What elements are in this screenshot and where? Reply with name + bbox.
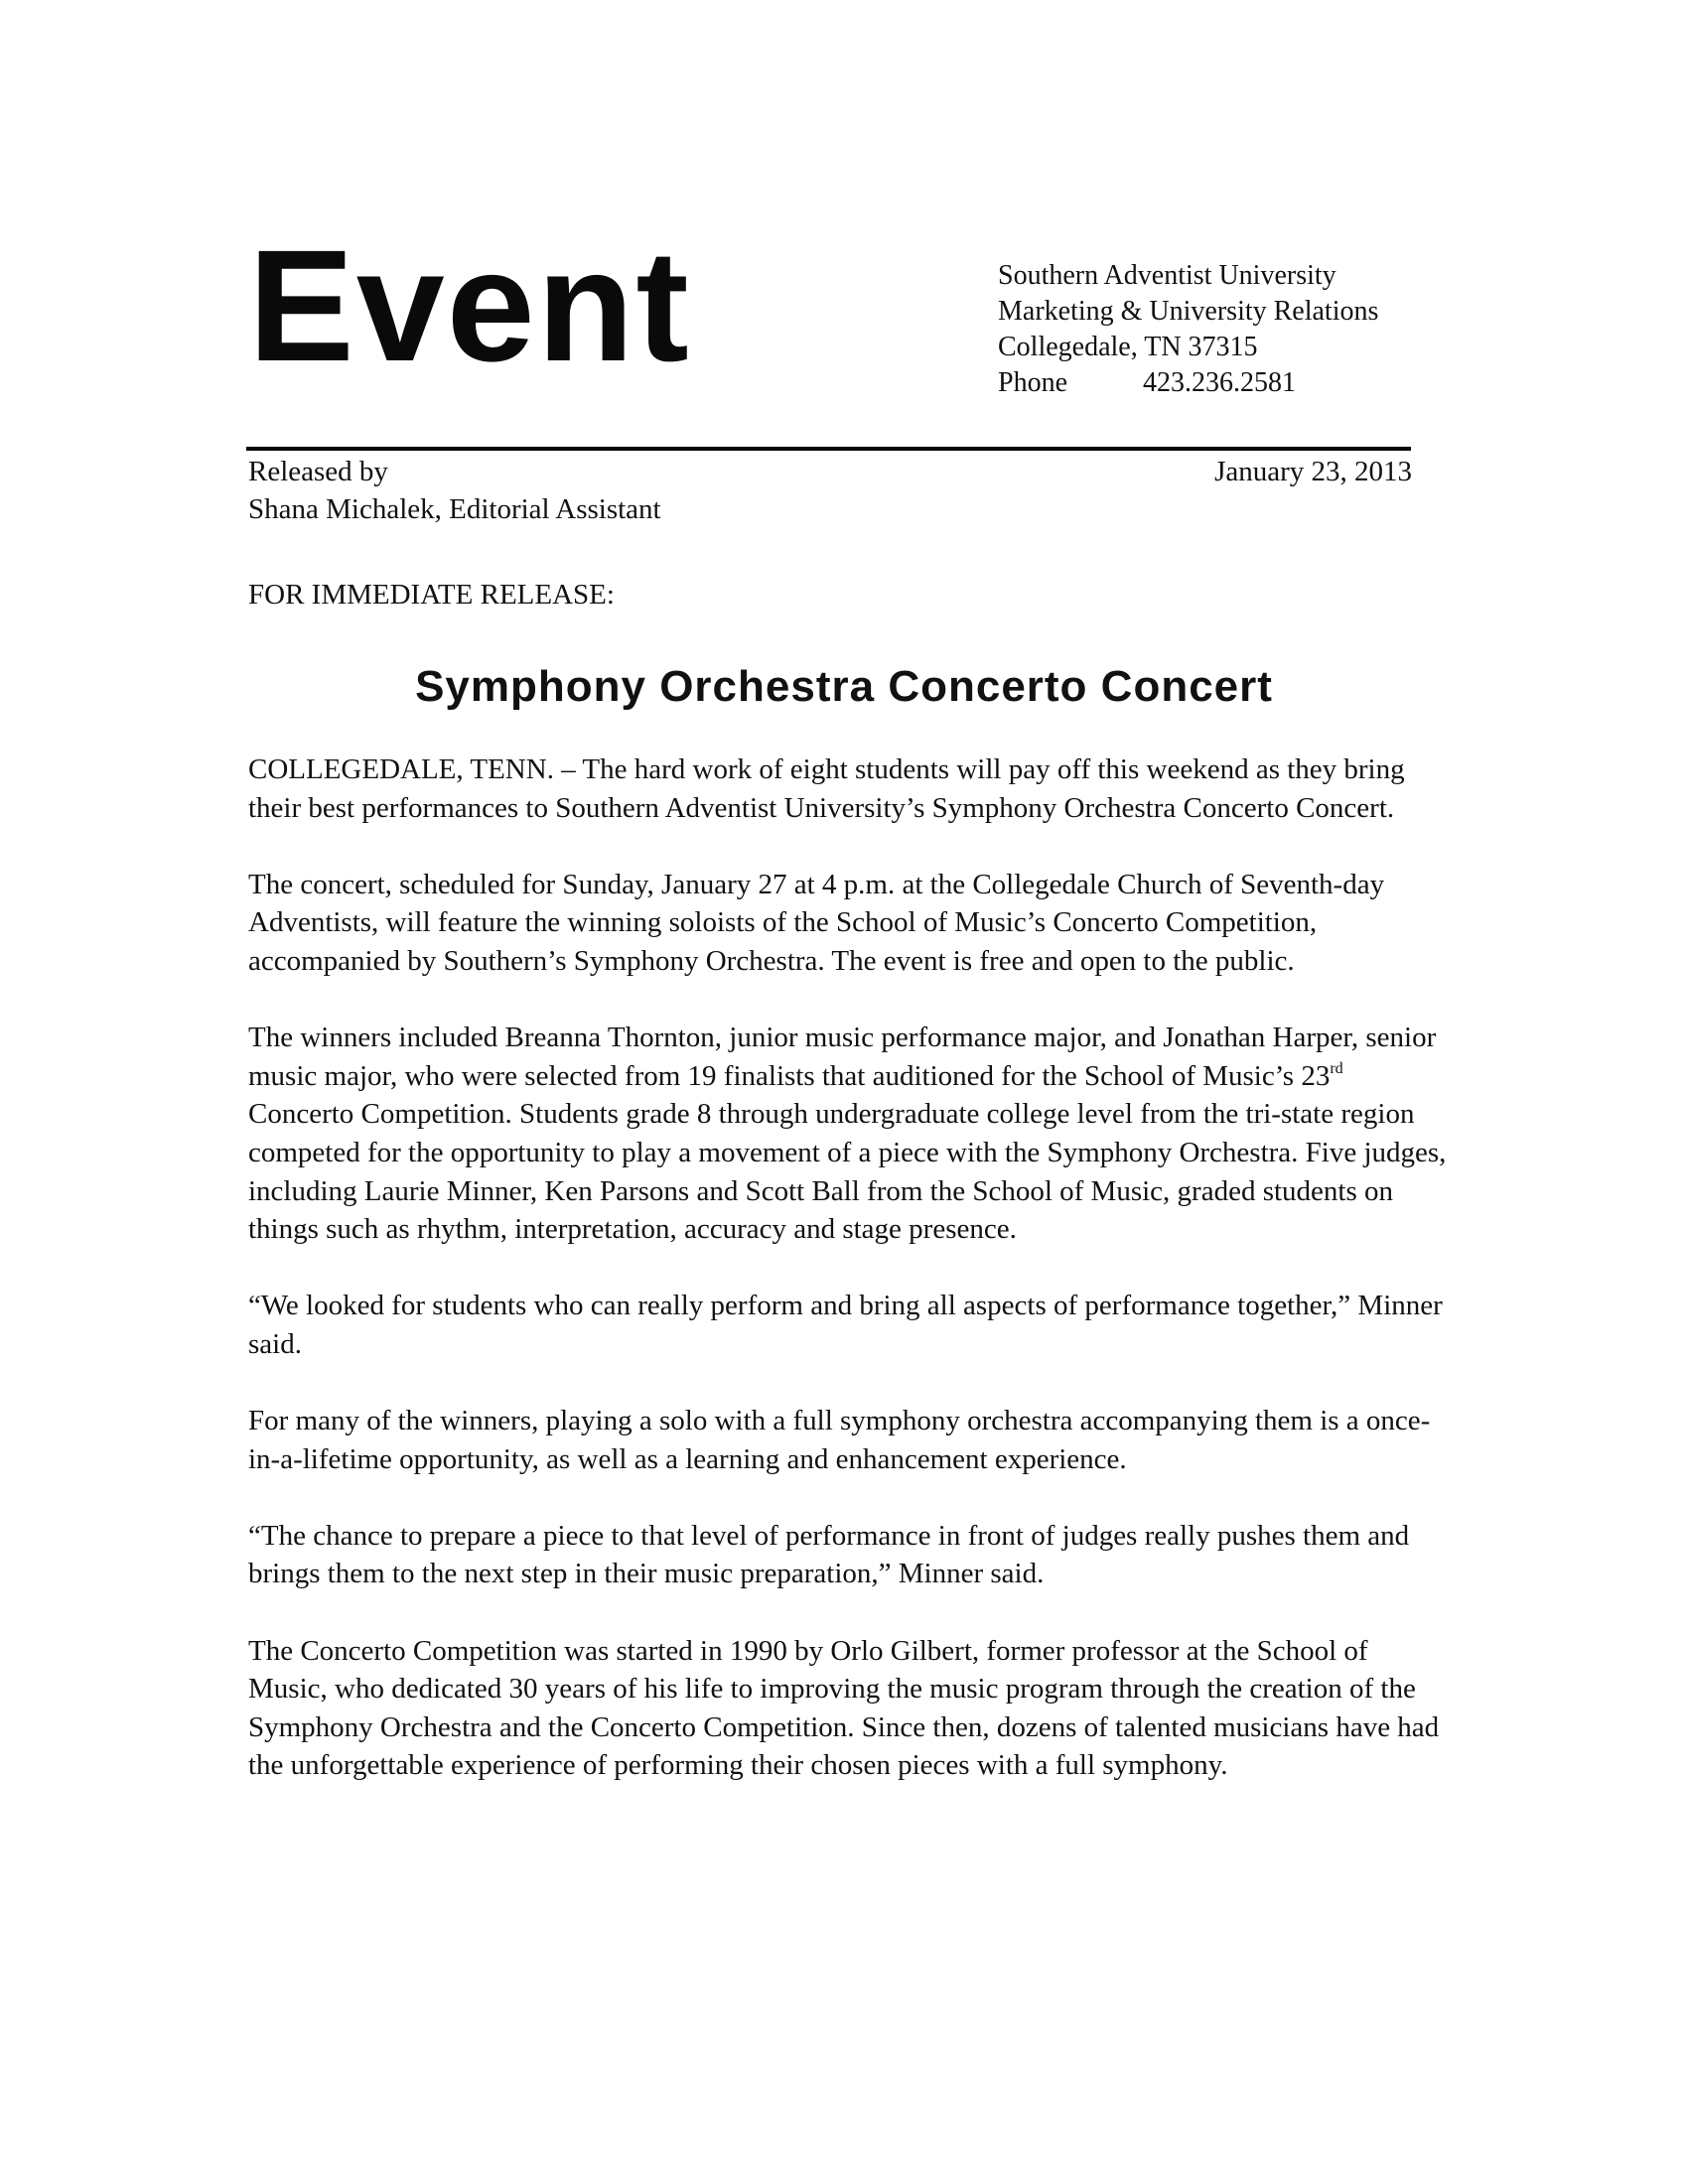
winners-text-end: Concerto Competition. Students grade 8 through undergraduate college level from the tri-state region competed for the opportunity to play a movement of a piece with the Symphony Orchestra. Five judges, including Laurie Minner, Ken Parsons and Scott Ball from the School of Music, graded students on things such as rhythm, interpretation, accuracy and stage presence. — [248, 1098, 1447, 1246]
winners-text-start: The winners included Breanna Thornton, junior music performance major, and Jonathan Harper, senior music major, who were selected from 19 finalists that auditioned for the School of Music’s 23 — [248, 1022, 1437, 1092]
phone-label: Phone — [998, 367, 1067, 398]
release-date: January 23, 2013 — [1214, 456, 1412, 487]
paragraph-history: The Concerto Competition was started in 1990 by Orlo Gilbert, former professor at the School of Music, who dedicated 30 years of his life to improving the music program through the creation of the Symphony Orchestra and the Concerto Competition. Since then, dozens of talented musicians have had the unforgettable experience of performing their chosen pieces with a full symphony. — [248, 1634, 1440, 1782]
org-city: Collegedale, TN 37315 — [998, 332, 1258, 362]
paragraph-opportunity: For many of the winners, playing a solo with a full symphony orchestra accompanying them is a once-in-a-lifetime opportunity, as well as a learning and enhancement experience. — [248, 1405, 1431, 1475]
paragraph-quote-2: “The chance to prepare a piece to that level of performance in front of judges really pushes them and brings them to the next step in their music preparation,” Minner said. — [248, 1519, 1410, 1590]
paragraph-quote-1: “We looked for students who can really perform and bring all aspects of performance together,” Minner said. — [248, 1290, 1443, 1360]
ordinal-suffix: rd — [1330, 1059, 1343, 1077]
released-by-block — [248, 453, 661, 528]
released-by-name: Shana Michalek, Editorial Assistant — [248, 493, 661, 525]
paragraph-winners — [248, 1019, 1450, 1249]
header-divider — [246, 447, 1411, 451]
paragraph-intro: COLLEGEDALE, TENN. – The hard work of eight students will pay off this weekend as they bring their best performances to Southern Adventist University’s Symphony Orchestra Concerto Concert. — [248, 753, 1405, 824]
event-masthead-title: Event — [248, 216, 691, 394]
paragraph-schedule: The concert, scheduled for Sunday, January 27 at 4 p.m. at the Collegedale Church of Seventh-day Adventists, will feature the winning soloists of the School of Music’s Concerto Competition, accompanied by Southern’s Symphony Orchestra. The event is free and open to the public. — [248, 868, 1385, 977]
org-department: Marketing & University Relations — [998, 296, 1379, 327]
org-phone — [998, 365, 1378, 401]
organization-address — [998, 258, 1378, 401]
phone-number: 423.236.2581 — [1143, 367, 1296, 398]
immediate-release-label: FOR IMMEDIATE RELEASE: — [248, 579, 615, 611]
page-title: Symphony Orchestra Concerto Concert — [415, 662, 1273, 711]
org-name: Southern Adventist University — [998, 260, 1336, 291]
released-by-label: Released by — [248, 456, 388, 487]
article-body — [248, 751, 1450, 1824]
